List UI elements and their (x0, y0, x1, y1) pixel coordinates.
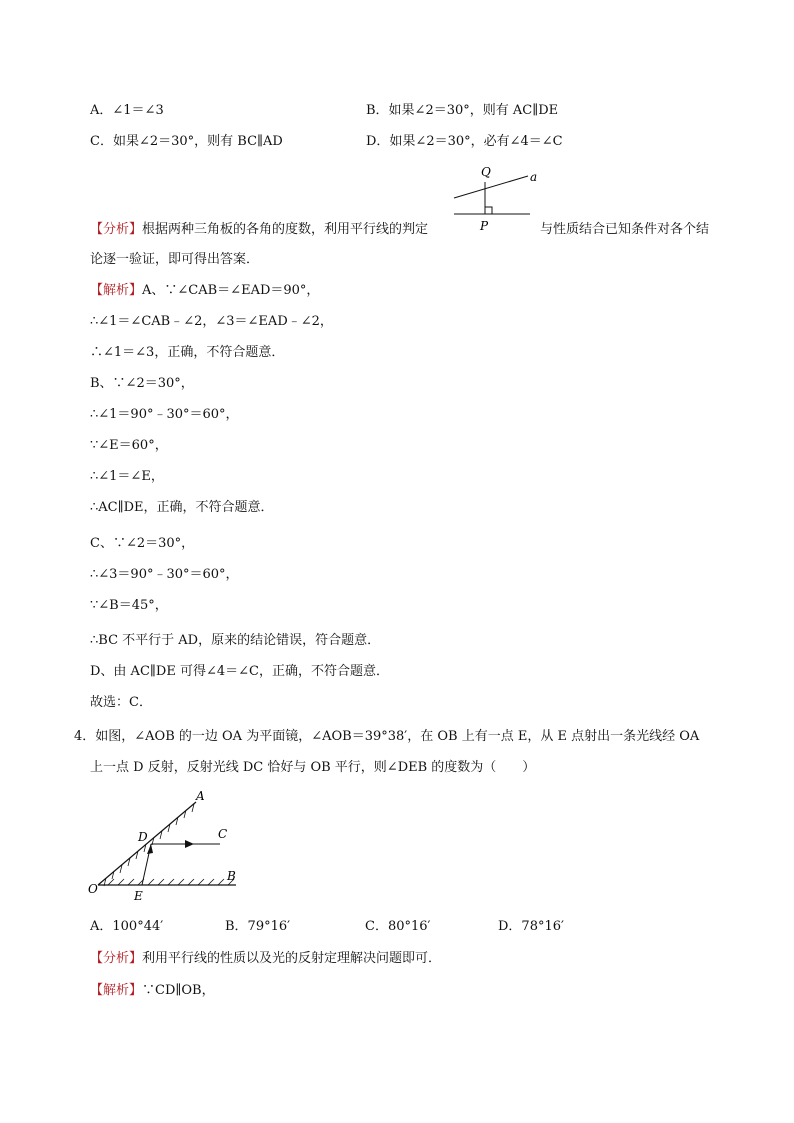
right-angle-mark (485, 207, 492, 214)
label-d: D (138, 830, 148, 844)
solution-line: ∴BC 不平行于 AD，原来的结论错误，符合题意． (90, 633, 381, 648)
solution-line: D、由 AC∥DE 可得∠4＝∠C，正确，不符合题意． (90, 664, 389, 679)
q4-analysis: 【分析】利用平行线的性质以及光的反射定理解决问题即可． (90, 951, 442, 966)
solution-tag: 【解析】 (90, 983, 143, 998)
label-c: C (218, 827, 228, 841)
solution-line: 故选：C． (90, 695, 152, 710)
analysis-tag: 【分析】 (90, 222, 143, 237)
label-b: B (227, 869, 236, 883)
option-a: A．∠1＝∠3 (90, 103, 164, 118)
q4-option-c: C．80°16′ (365, 919, 431, 934)
label-a: A (196, 789, 205, 803)
q4-option-a: A．100°44′ (90, 919, 164, 934)
analysis-tag: 【分析】 (90, 951, 143, 966)
solution-line: ∴AC∥DE，正确，不符合题意． (90, 500, 274, 515)
q3-analysis-line1: 【分析】根据两种三角板的各角的度数，利用平行线的判定 (90, 222, 429, 237)
option-c: C．如果∠2＝30°，则有 BC∥AD (90, 134, 283, 149)
solution-line: B、∵∠2＝30°， (90, 376, 194, 391)
q3-figure (448, 162, 544, 238)
label-q: Q (481, 165, 491, 179)
label-p: P (480, 219, 489, 233)
solution-tag: 【解析】 (90, 283, 143, 298)
ray-ed-arrow (147, 844, 153, 854)
label-a: a (530, 170, 538, 184)
q4-stem-line1: 4．如图，∠AOB 的一边 OA 为平面镜，∠AOB＝39°38′，在 OB 上有一点 E，从 E 点射出一条光线经 OA (74, 729, 700, 744)
solution-line: C、∵∠2＝30°， (90, 536, 195, 551)
q3-analysis-line1-end: 与性质结合已知条件对各个结 (540, 222, 710, 237)
q4-stem-line2: 上一点 D 反射，反射光线 DC 恰好与 OB 平行，则∠DEB 的度数为（ ） (90, 760, 536, 775)
q4-solution: 【解析】∵CD∥OB， (90, 983, 215, 998)
solution-line: ∵∠B＝45°， (90, 598, 168, 613)
label-o: O (88, 882, 98, 896)
ray-dc-arrow (185, 840, 194, 848)
label-e: E (134, 889, 143, 903)
solution-line: ∴∠1＝∠CAB﹣∠2，∠3＝∠EAD﹣∠2， (90, 314, 333, 329)
q3-analysis-line2: 论逐一验证，即可得出答案． (90, 252, 260, 267)
solution-line: ∵∠E＝60°， (90, 438, 168, 453)
option-b: B．如果∠2＝30°，则有 AC∥DE (366, 103, 559, 118)
solution-line: ∴∠1＝90°﹣30°＝60°， (90, 407, 239, 422)
mirror-oa-hatch (104, 804, 194, 886)
q4-option-b: B．79°16′ (225, 919, 291, 934)
q4-figure (84, 788, 244, 904)
solution-line: ∴∠3＝90°﹣30°＝60°， (90, 567, 239, 582)
solution-line: ∴∠1＝∠E， (90, 469, 164, 484)
line-a (454, 176, 528, 198)
q4-option-d: D．78°16′ (498, 919, 564, 934)
option-d: D．如果∠2＝30°，必有∠4＝∠C (366, 134, 563, 149)
solution-line: ∴∠1＝∠3，正确，不符合题意． (90, 345, 285, 360)
q3-solution-line1: 【解析】A、∵∠CAB＝∠EAD＝90°， (90, 283, 320, 298)
line-ob-hatch (108, 879, 234, 885)
